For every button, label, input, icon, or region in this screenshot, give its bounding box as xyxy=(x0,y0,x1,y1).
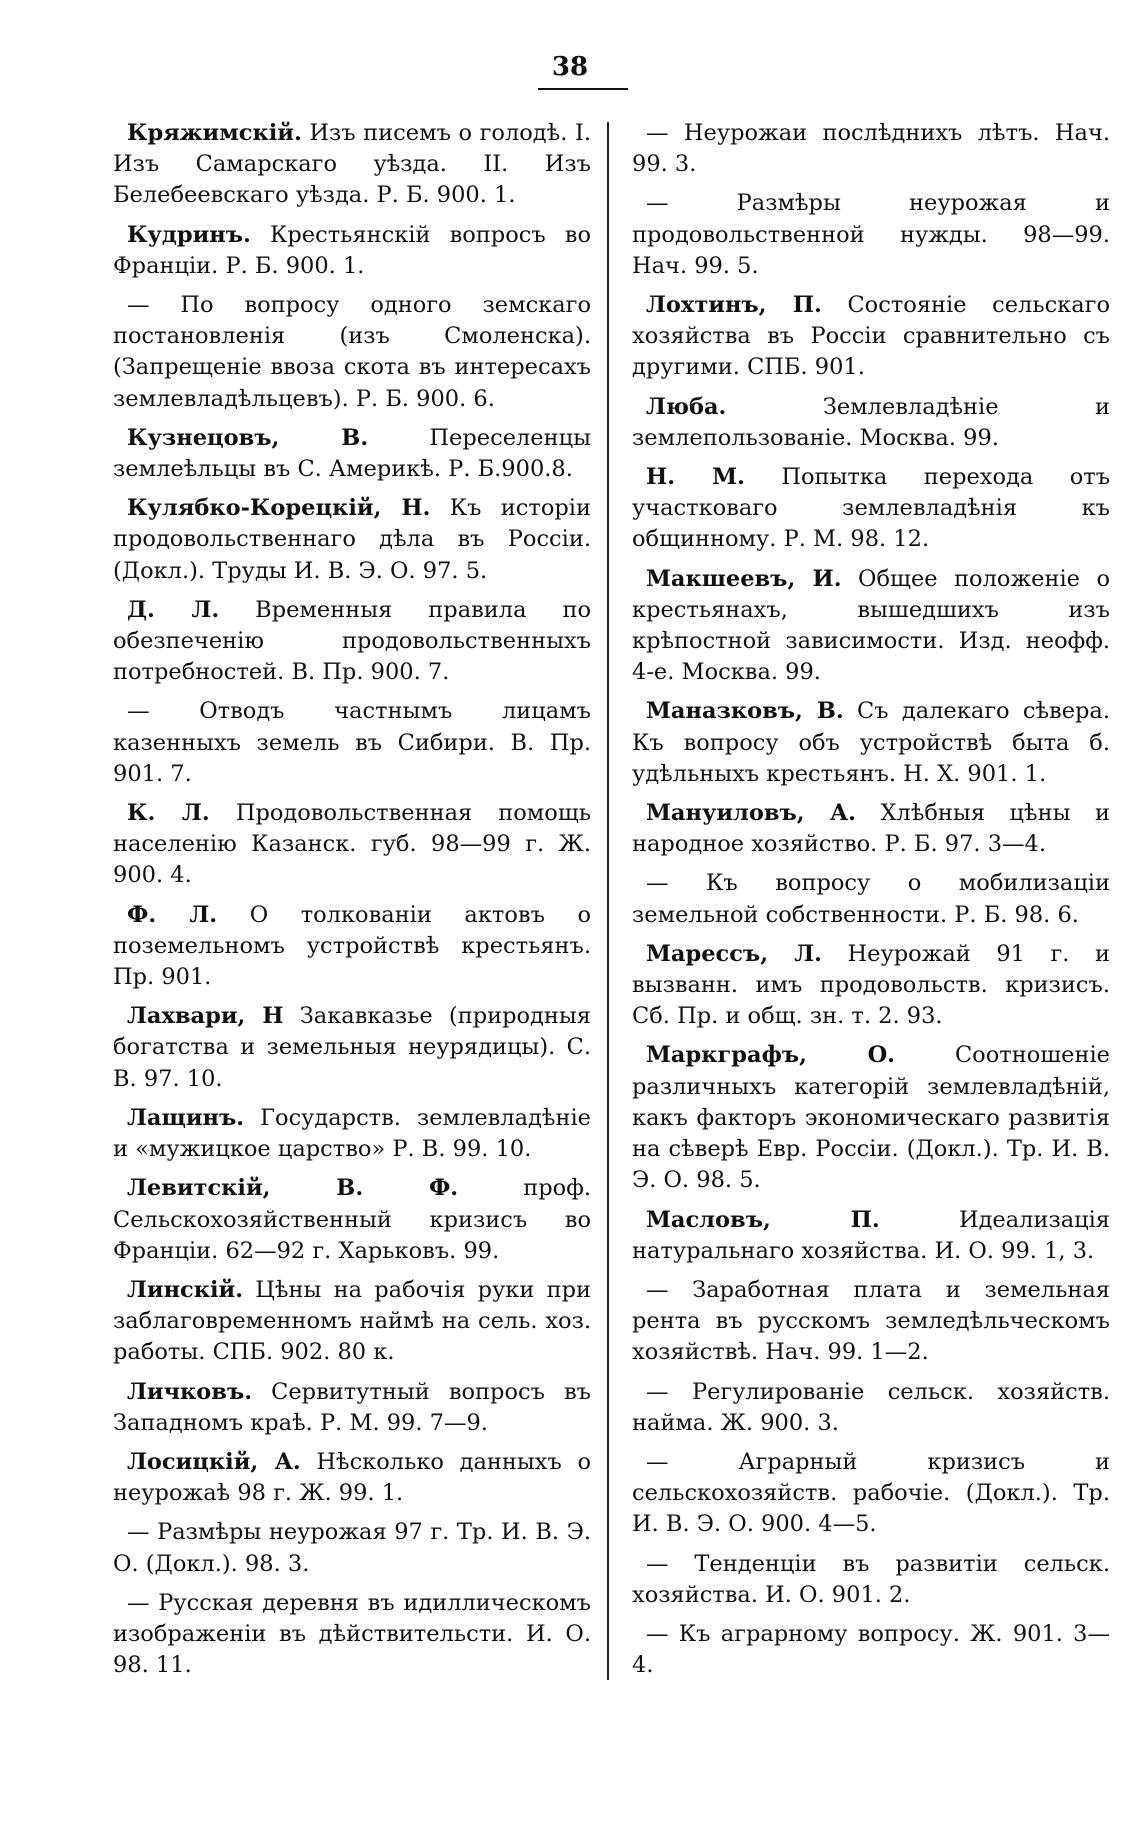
entry-author: К. Л. xyxy=(127,800,210,827)
bibliography-entry xyxy=(113,696,591,790)
entry-text: — Размѣры неурожая и продовольственной нужды. 98—99. Нач. 99. 5. xyxy=(632,190,1110,279)
entry-author: Макшеевъ, И. xyxy=(646,565,842,592)
entry-text: Соотношеніе различныхъ категорій землевладѣній, какъ факторъ экономическаго развитія на сѣверѣ Евр. Россіи. (Докл.). Тр. И. В. Э. О. 98. 5. xyxy=(632,1042,1110,1194)
entry-text: Нѣсколько данныхъ о неурожаѣ 98 г. Ж. 99. 1. xyxy=(113,1448,591,1507)
page-number: 38 xyxy=(551,52,589,82)
entry-text: — Къ вопросу о мобилизаціи земельной собственности. Р. Б. 98. 6. xyxy=(632,870,1110,928)
entry-text: Хлѣбныя цѣны и народное хозяйство. Р. Б. 97. 3—4. xyxy=(632,800,1110,858)
bibliography-entry xyxy=(632,798,1110,860)
bibliography-entry xyxy=(113,220,591,282)
column-divider xyxy=(607,122,609,1680)
bibliography-entry xyxy=(632,1205,1110,1267)
bibliography-entry xyxy=(632,564,1110,689)
bibliography-entry xyxy=(113,1377,591,1439)
bibliography-entry xyxy=(113,118,591,212)
entry-author: Личковъ. xyxy=(127,1378,253,1405)
bibliography-entry xyxy=(113,1447,591,1509)
entry-text: Цѣны на рабочія руки при заблаговременномъ наймѣ на сель. хоз. работы. СПБ. 902. 80 к. xyxy=(113,1276,591,1366)
bibliography-entry xyxy=(632,1040,1110,1196)
bibliography-entry xyxy=(632,1619,1110,1681)
entry-text: — Аграрный кризисъ и сельскохозяйств. рабочіе. (Докл.). Тр. И. В. Э. О. 900. 4—5. xyxy=(632,1448,1110,1538)
entry-text: Закавказье (природныя богатства и земельныя неурядицы). С. В. 97. 10. xyxy=(113,1003,591,1092)
entry-author: Масловъ, П. xyxy=(646,1206,880,1233)
header-rule xyxy=(538,88,628,90)
bibliography-entry xyxy=(113,1588,591,1682)
entry-author: Лащинъ. xyxy=(127,1104,245,1131)
entry-text: — Заработная плата и земельная рента въ русскомъ земледѣльческомъ хозяйствѣ. Нач. 99. 1—2. xyxy=(632,1276,1110,1366)
entry-author: Марессъ, Л. xyxy=(646,940,822,967)
bibliography-entry xyxy=(113,1103,591,1165)
entry-text: — Неурожаи послѣднихъ лѣтъ. Нач. 99. 3. xyxy=(632,120,1110,178)
bibliography-entry xyxy=(113,1275,591,1369)
entry-author: Ф. Л. xyxy=(127,901,218,928)
bibliography-entry xyxy=(113,798,591,892)
entry-author: Кудринъ. xyxy=(127,221,251,248)
entry-text: Государств. землевладѣніе и «мужицкое царство» Р. В. 99. 10. xyxy=(113,1104,591,1163)
entry-text: — Размѣры неурожая 97 г. Тр. И. В. Э. О. (Докл.). 98. 3. xyxy=(113,1519,591,1577)
bibliography-entry xyxy=(632,1377,1110,1439)
entry-text: Переселенцы землеѣльцы въ С. Америкѣ. Р. Б.900.8. xyxy=(113,424,591,483)
entry-text: — Тенденціи въ развитіи сельск. хозяйства. И. О. 901. 2. xyxy=(632,1550,1110,1608)
entry-text: Состояніе сельскаго хозяйства въ Россіи сравнительно съ другими. СПБ. 901. xyxy=(632,292,1110,381)
bibliography-entry xyxy=(632,462,1110,556)
bibliography-entry xyxy=(632,868,1110,930)
entry-author: Маназковъ, В. xyxy=(646,698,844,725)
bibliography-entry xyxy=(113,595,591,689)
entry-author: Д. Л. xyxy=(127,596,220,623)
entry-author: Лосицкій, А. xyxy=(127,1448,301,1475)
bibliography-entry xyxy=(632,392,1110,454)
right-column xyxy=(632,118,1110,1689)
bibliography-entry xyxy=(113,1517,591,1579)
entry-author: Лохтинъ, П. xyxy=(646,292,822,319)
entry-text: Къ исторіи продовольственнаго дѣла въ Россіи. (Докл.). Труды И. В. Э. О. 97. 5. xyxy=(113,495,591,584)
bibliography-entry xyxy=(632,1447,1110,1541)
entry-author: Маркграфъ, О. xyxy=(646,1042,896,1069)
entry-author: Лахвари, Н xyxy=(127,1003,284,1030)
entry-text: Изъ писемъ о голодѣ. I. Изъ Самарскаго уѣзда. II. Изъ Белебеевскаго уѣзда. Р. Б. 900. 1. xyxy=(113,120,591,209)
entry-text: Землевладѣніе и землепользованіе. Москва. 99. xyxy=(632,393,1110,451)
entry-text: — Русская деревня въ идиллическомъ изображеніи въ дѣйствительсти. И. О. 98. 11. xyxy=(113,1589,591,1679)
entry-text: О толкованіи актовъ о поземельномъ устройствѣ крестьянъ. Пр. 901. xyxy=(113,901,591,991)
entry-text: — По вопросу одного земскаго постановленія (изъ Смоленска). (Запрещеніе ввоза скота въ интересахъ землевладѣльцевъ). Р. Б. 900. 6. xyxy=(113,292,591,412)
bibliography-entry xyxy=(113,423,591,485)
bibliography-entry xyxy=(113,1001,591,1095)
entry-author: Левитскій, В. Ф. xyxy=(127,1175,459,1202)
entry-text: — Къ аграрному вопросу. Ж. 901. 3—4. xyxy=(632,1620,1110,1679)
bibliography-entry xyxy=(632,118,1110,180)
entry-text: Идеализація натуральнаго хозяйства. И. О. 99. 1, 3. xyxy=(632,1206,1110,1264)
entry-text: — Отводъ частнымъ лицамъ казенныхъ земель въ Сибири. В. Пр. 901. 7. xyxy=(113,698,591,787)
bibliography-entry xyxy=(632,188,1110,282)
entry-text: Неурожай 91 г. и вызванн. имъ продовольств. кризисъ. Сб. Пр. и общ. зн. т. 2. 93. xyxy=(632,940,1110,1030)
entry-author: Кулябко-Корецкій, Н. xyxy=(127,495,431,522)
entry-author: Кузнецовъ, В. xyxy=(127,424,369,451)
entry-author: Мануиловъ, А. xyxy=(646,800,856,827)
bibliography-entry xyxy=(632,1549,1110,1611)
left-column xyxy=(113,118,591,1689)
bibliography-entry xyxy=(113,290,591,415)
entry-author: Кряжимскій. xyxy=(127,120,302,146)
bibliography-entry xyxy=(632,696,1110,790)
entry-text: Крестьянскій вопросъ во Франціи. Р. Б. 900. 1. xyxy=(113,221,591,279)
entry-author: Линскій. xyxy=(127,1276,244,1303)
entry-text: Попытка перехода отъ участковаго землевладѣнія къ общинному. Р. М. 98. 12. xyxy=(632,464,1111,553)
bibliography-entry xyxy=(632,290,1110,384)
entry-text: — Регулированіе сельск. хозяйств. найма. Ж. 900. 3. xyxy=(632,1378,1110,1436)
entry-text: проф. Сельскохозяйственный кризисъ во Франціи. 62—92 г. Харьковъ. 99. xyxy=(113,1175,591,1264)
entry-author: Люба. xyxy=(646,393,727,420)
entry-text: Съ далекаго сѣвера. Къ вопросу объ устройствѣ быта б. удѣльныхъ крестьянъ. Н. Х. 901. 1. xyxy=(632,698,1110,787)
entry-text: Временныя правила по обезпеченію продовольственныхъ потребностей. В. Пр. 900. 7. xyxy=(113,596,591,686)
bibliography-entry xyxy=(113,1173,591,1267)
bibliography-entry xyxy=(113,900,591,994)
entry-text: Сервитутный вопросъ въ Западномъ краѣ. Р. М. 99. 7—9. xyxy=(113,1378,591,1436)
entry-text: Продовольственная помощь населенію Казанск. губ. 98—99 г. Ж. 900. 4. xyxy=(113,800,591,889)
bibliography-entry xyxy=(113,493,591,587)
entry-author: Н. М. xyxy=(646,464,745,491)
entry-text: Общее положеніе о крестьянахъ, вышедшихъ изъ крѣпостной зависимости. Изд. неофф. 4-е. Москва. 99. xyxy=(632,565,1111,686)
bibliography-entry xyxy=(632,1275,1110,1369)
bibliography-entry xyxy=(632,939,1110,1033)
